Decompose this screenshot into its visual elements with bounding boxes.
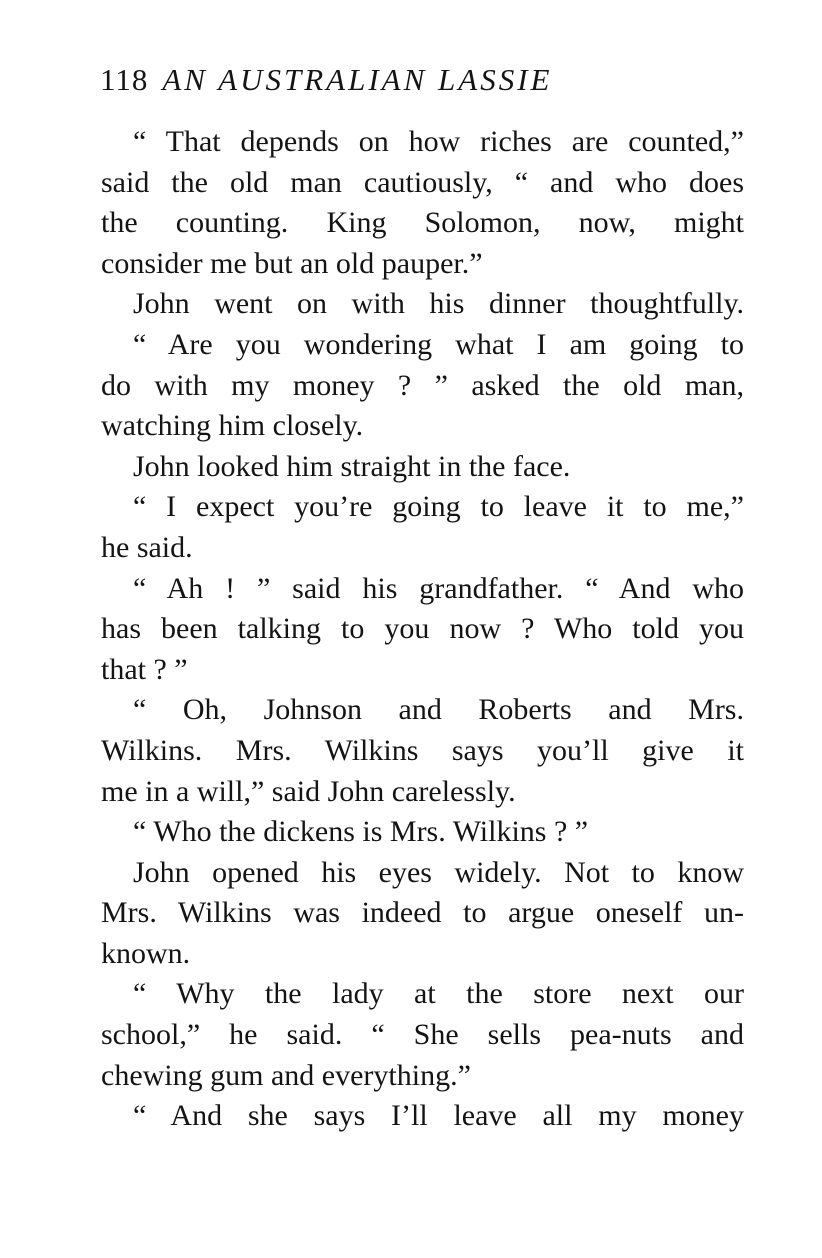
text-line: “ Why the lady at the store next our xyxy=(133,977,744,1011)
text-line: said the old man cautiously, “ and who does xyxy=(101,165,744,199)
text-line: “ Ah ! ” said his grandfather. “ And who xyxy=(133,571,744,605)
text-line: “ I expect you’re going to leave it to me,” xyxy=(133,490,744,524)
text-line: the counting. King Solomon, now, might xyxy=(101,206,744,240)
text-line: that ? ” xyxy=(101,652,188,686)
body-text xyxy=(101,122,744,1137)
text-line: watching him closely. xyxy=(101,409,364,443)
text-line: Mrs. Wilkins was indeed to argue oneself un- xyxy=(101,896,744,930)
page-number: 118 xyxy=(100,62,149,97)
text-line: he said. xyxy=(101,530,193,564)
text-line: has been talking to you now ? Who told you xyxy=(101,612,744,646)
text-line: “ Oh, Johnson and Roberts and Mrs. xyxy=(133,693,744,727)
book-title: AN AUSTRALIAN LASSIE xyxy=(162,62,553,97)
text-line: “ That depends on how riches are counted,” xyxy=(133,125,744,158)
text-line: me in a will,” said John carelessly. xyxy=(101,774,516,808)
text-line: chewing gum and everything.” xyxy=(101,1058,471,1092)
text-line: Wilkins. Mrs. Wilkins says you’ll give it xyxy=(101,733,744,767)
text-line: “ And she says I’ll leave all my money xyxy=(133,1099,744,1133)
text-line: “ Are you wondering what I am going to xyxy=(133,327,744,361)
text-line: known. xyxy=(101,936,191,970)
text-line: school,” he said. “ She sells pea-nuts and xyxy=(101,1018,744,1052)
text-line: do with my money ? ” asked the old man, xyxy=(101,368,744,402)
text-line: John went on with his dinner thoughtfully. xyxy=(133,287,744,321)
text-line: “ Who the dickens is Mrs. Wilkins ? ” xyxy=(133,815,589,849)
text-line: consider me but an old pauper.” xyxy=(101,246,483,280)
text-line: John opened his eyes widely. Not to know xyxy=(133,855,744,889)
running-head xyxy=(100,58,700,102)
text-line: John looked him straight in the face. xyxy=(133,449,571,483)
